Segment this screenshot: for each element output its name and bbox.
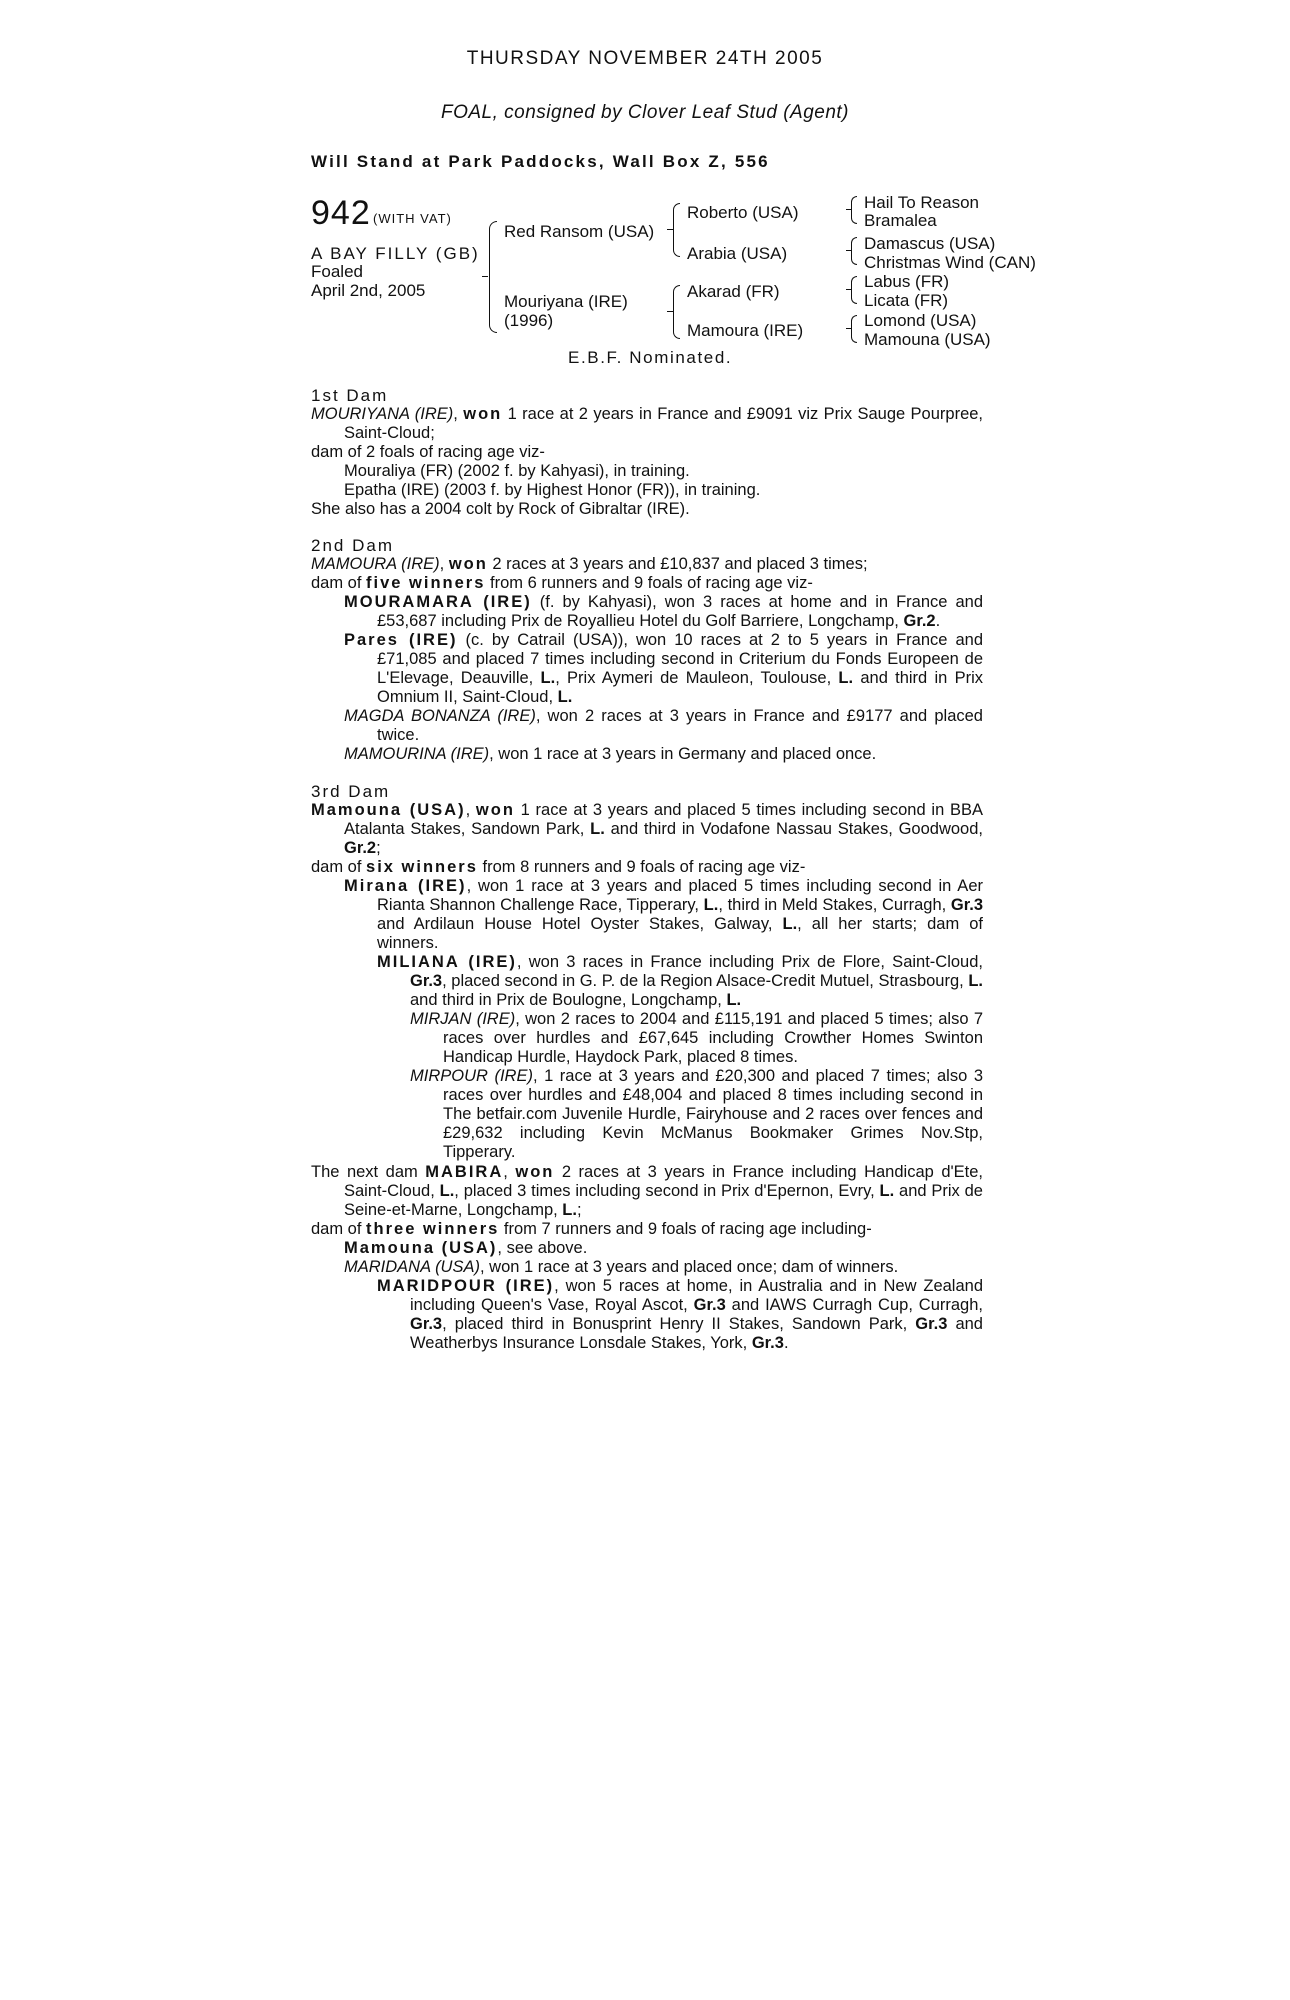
offspring-text: , won 1 race at 3 years in Germany and placed once. xyxy=(489,745,877,763)
gg-brace-2 xyxy=(851,237,857,265)
won-label: won xyxy=(448,555,488,573)
offspring-name: MARIDANA (USA) xyxy=(344,1258,480,1276)
offspring-text: , won 2 races to 2004 and £115,191 and placed 5 times; also 7 races over hurdles and £67,645 including Crowther Homes Swinton Handicap Hurdle, Haydock Park, placed 8 times. xyxy=(443,1010,984,1066)
dam-name: Mouriyana (IRE) xyxy=(504,292,628,311)
foals-line xyxy=(311,1220,983,1239)
stand-location: Will Stand at Park Paddocks, Wall Box Z, 556 xyxy=(311,152,770,171)
foals-post: from 8 runners and 9 foals of racing age viz- xyxy=(477,858,806,876)
listed: L. xyxy=(726,991,742,1009)
dam-name: Mamouna (USA) xyxy=(311,801,466,819)
gg-8: Mamouna (USA) xyxy=(864,330,991,349)
offspring-name: MOURAMARA (IRE) xyxy=(344,593,532,611)
won-label: won xyxy=(515,1163,555,1181)
offspring-text: and third in Prix de Boulogne, Longchamp, xyxy=(410,991,727,1009)
offspring-entry xyxy=(311,745,983,764)
section-heading: 3rd Dam xyxy=(311,782,391,801)
listed: L. xyxy=(968,972,983,990)
grade: Gr.3 xyxy=(410,972,443,990)
foals-post: from 7 runners and 9 foals of racing age including- xyxy=(499,1220,872,1238)
sire-name: Red Ransom (USA) xyxy=(504,222,655,241)
gg-7: Lomond (USA) xyxy=(864,311,977,330)
offspring-text: , all her starts; dam of winners. xyxy=(377,915,983,952)
offspring-name: MAGDA BONANZA (IRE) xyxy=(344,707,536,725)
foaled-label: Foaled xyxy=(311,262,363,281)
winners-count: three winners xyxy=(366,1220,500,1238)
offspring-text: and IAWS Curragh Cup, Curragh, xyxy=(725,1296,983,1314)
sale-date: THURSDAY NOVEMBER 24TH 2005 xyxy=(466,48,824,69)
foals-line xyxy=(311,574,983,593)
record-text: 2 races at 3 years in France including Handicap d'Ete, Saint-Cloud, xyxy=(344,1163,983,1200)
foals-line xyxy=(311,858,983,877)
dam-brace-point xyxy=(667,311,673,312)
offspring-text: , placed second in G. P. de la Region Alsace-Credit Mutuel, Strasbourg, xyxy=(442,972,969,990)
listed: L. xyxy=(439,1182,455,1200)
listed: L. xyxy=(562,1201,577,1219)
dam-sire: Akarad (FR) xyxy=(687,282,780,301)
offspring-entry: MARIDPOUR (IRE), won 5 races at home, in Australia and in New Zealand including Queen's Vase, Royal Ascot, Gr.3 and IAWS Curragh Cup, Curragh, Gr.3, placed third in Bonusprint Henry II Stakes, Sandown Park, Gr.3 and Weatherbys Insurance Lonsdale Stakes, York, Gr.3. xyxy=(377,1277,984,1352)
offspring-name: MAMOURINA (IRE) xyxy=(344,745,490,763)
dam-record: MAMOURA (IRE), won 2 races at 3 years and £10,837 and placed 3 times; xyxy=(311,555,868,573)
record-text: 1 race at 2 years in France and £9091 viz Prix Sauge Pourpree, Saint-Cloud; xyxy=(344,405,984,442)
foals-pre: dam of xyxy=(311,858,367,876)
grade: Gr.3 xyxy=(915,1315,948,1333)
next-dam-pre: The next dam xyxy=(311,1163,426,1181)
won-label: won xyxy=(463,405,503,423)
ebf-nominated: E.B.F. Nominated. xyxy=(568,348,733,367)
foals-line: dam of 2 foals of racing age viz- xyxy=(311,443,545,461)
offspring-text: , won 5 races at home, in Australia and in New Zealand including Queen's Vase, Royal Ascot, xyxy=(410,1277,984,1314)
grade: Gr.3 xyxy=(751,1334,784,1352)
offspring-text: , third in Meld Stakes, Curragh, xyxy=(718,896,951,914)
offspring-text: and Ardilaun House Hotel Oyster Stakes, Galway, xyxy=(377,915,783,933)
sire-brace-point xyxy=(667,229,673,230)
gg-brace-3 xyxy=(851,276,857,304)
dam-record: The next dam MABIRA, won 2 races at 3 years in France including Handicap d'Ete, Saint-Cloud, L., placed 3 times including second in Prix d'Epernon, Evry, L. and Prix de Seine-et-Marne, Longchamp, L.; xyxy=(311,1163,983,1219)
pedigree-brace-point xyxy=(482,276,488,277)
produce-line: Epatha (IRE) (2003 f. by Highest Honor (FR)), in training. xyxy=(344,481,761,499)
lot-number: 942 xyxy=(311,194,371,232)
offspring-name: MILIANA (IRE) xyxy=(377,953,517,971)
listed: L. xyxy=(590,820,605,838)
grade: Gr.2 xyxy=(903,612,936,630)
offspring-text: , 1 race at 3 years and £20,300 and placed 7 times; also 3 races over hurdles and £48,004 and placed 8 times including second in The betfair.com Juvenile Hurdle, Fairyhouse and 2 races over fences and £29,632 including Kevin McManus Bookmaker Grimes Nov.Stp, Tipperary. xyxy=(443,1067,983,1161)
first-dam-section xyxy=(311,386,983,519)
gg-1: Hail To Reason xyxy=(864,193,979,212)
offspring-text: , see above. xyxy=(497,1239,588,1257)
offspring-name: MIRPOUR (IRE) xyxy=(410,1067,533,1085)
offspring-name: MARIDPOUR (IRE) xyxy=(377,1277,555,1295)
offspring-text: , placed third in Bonusprint Henry II Stakes, Sandown Park, xyxy=(442,1315,916,1333)
offspring-text: (f. by Kahyasi), won 3 races at home and in France and £53,687 including Prix de Royallieu Hotel du Golf Barriere, Longchamp, xyxy=(377,593,983,630)
dam-name: MAMOURA (IRE) xyxy=(311,555,440,573)
second-dam-section xyxy=(311,536,983,764)
gg-brace-1 xyxy=(851,196,857,224)
gg-4: Christmas Wind (CAN) xyxy=(864,253,1036,272)
vat-label: (WITH VAT) xyxy=(373,211,452,226)
grade: Gr.3 xyxy=(950,896,983,914)
consignment-line: FOAL, consigned by Clover Leaf Stud (Agent) xyxy=(440,102,850,123)
gg-3: Damascus (USA) xyxy=(864,234,996,253)
produce-note: She also has a 2004 colt by Rock of Gibraltar (IRE). xyxy=(311,500,690,518)
grade: Gr.3 xyxy=(693,1296,726,1314)
listed: L. xyxy=(703,896,719,914)
record-text: , placed 3 times including second in Prix d'Epernon, Evry, xyxy=(454,1182,880,1200)
foals-pre: dam of xyxy=(311,574,367,592)
offspring-entry xyxy=(311,1258,983,1277)
gg-2: Bramalea xyxy=(864,211,937,230)
gg-brace-4-point xyxy=(846,328,852,329)
pedigree-brace xyxy=(489,221,497,333)
offspring-entry xyxy=(311,631,983,707)
listed: L. xyxy=(838,669,854,687)
sire-dam: Arabia (USA) xyxy=(687,244,788,263)
won-label: won xyxy=(475,801,515,819)
sire-sire: Roberto (USA) xyxy=(687,203,799,222)
offspring-entry xyxy=(311,1010,983,1067)
dam-name: MOURIYANA (IRE) xyxy=(311,405,454,423)
offspring-entry xyxy=(311,1067,983,1162)
record-text: 1 race at 3 years and placed 5 times including second in BBA Atalanta Stakes, Sandown Park, xyxy=(344,801,983,838)
offspring-text: , Prix Aymeri de Mauleon, Toulouse, xyxy=(555,669,839,687)
next-dam-section xyxy=(311,1163,983,1353)
record-text: and Prix de Seine-et-Marne, Longchamp, xyxy=(344,1182,983,1219)
offspring-text: and third in Prix Omnium II, Saint-Cloud, xyxy=(377,669,983,706)
offspring-entry: MOURAMARA (IRE) (f. by Kahyasi), won 3 races at home and in France and £53,687 including Prix de Royallieu Hotel du Golf Barriere, Longchamp, Gr.2. xyxy=(344,593,983,630)
offspring-text: , won 2 races at 3 years in France and £9177 and placed twice. xyxy=(377,707,983,744)
listed: L. xyxy=(782,915,798,933)
gg-5: Labus (FR) xyxy=(864,272,950,291)
foaled-date: April 2nd, 2005 xyxy=(311,281,426,300)
listed: L. xyxy=(879,1182,895,1200)
dam-record: Mamouna (USA), won 1 race at 3 years and placed 5 times including second in BBA Atalanta Stakes, Sandown Park, L. and third in Vodafone Nassau Stakes, Goodwood, Gr.2; xyxy=(311,801,983,857)
foals-pre: dam of xyxy=(311,1220,367,1238)
grade: Gr.2 xyxy=(344,839,377,857)
offspring-name: Mamouna (USA) xyxy=(344,1239,498,1257)
offspring-name: MIRJAN (IRE) xyxy=(410,1010,516,1028)
third-dam-section xyxy=(311,782,983,1162)
winners-count: six winners xyxy=(366,858,478,876)
section-heading: 1st Dam xyxy=(311,386,389,405)
produce-line: Mouraliya (FR) (2002 f. by Kahyasi), in training. xyxy=(344,462,690,480)
gg-brace-4 xyxy=(851,315,857,343)
grade: Gr.3 xyxy=(410,1315,443,1333)
dam-name: MABIRA xyxy=(425,1163,504,1181)
lot-description: A BAY FILLY (GB) xyxy=(311,244,480,263)
offspring-text: , won 1 race at 3 years and placed 5 times including second in Aer Rianta Shannon Challenge Race, Tipperary, xyxy=(377,877,983,914)
gg-6: Licata (FR) xyxy=(864,291,949,310)
listed: L. xyxy=(557,688,573,706)
offspring-entry xyxy=(311,1239,983,1258)
record-text: 2 races at 3 years and £10,837 and placed 3 times; xyxy=(487,555,868,573)
gg-brace-3-point xyxy=(846,289,852,290)
offspring-text: , won 3 races in France including Prix de Flore, Saint-Cloud, xyxy=(516,953,983,971)
offspring-text: , won 1 race at 3 years and placed once; dam of winners. xyxy=(479,1258,899,1276)
listed: L. xyxy=(540,669,556,687)
offspring-name: Mirana (IRE) xyxy=(344,877,467,895)
offspring-text: (c. by Catrail (USA)), won 10 races at 2 to 5 years in France and £71,085 and placed 7 times including second in Criterium du Fonds Europeen de L'Elevage, Deauville, xyxy=(377,631,983,687)
foals-post: from 6 runners and 9 foals of racing age viz- xyxy=(485,574,813,592)
record-text: and third in Vodafone Nassau Stakes, Goodwood, xyxy=(604,820,983,838)
offspring-text: and Weatherbys Insurance Lonsdale Stakes, York, xyxy=(410,1315,983,1352)
offspring-name: Pares (IRE) xyxy=(344,631,458,649)
dam-dam: Mamoura (IRE) xyxy=(687,321,804,340)
sire-brace xyxy=(673,203,680,257)
gg-brace-2-point xyxy=(846,250,852,251)
dam-record: MOURIYANA (IRE), won 1 race at 2 years in France and £9091 viz Prix Sauge Pourpree, Saint-Cloud; xyxy=(311,405,984,442)
dam-brace xyxy=(673,285,680,339)
offspring-entry xyxy=(311,953,983,1010)
gg-brace-1-point xyxy=(846,209,852,210)
offspring-entry xyxy=(311,707,983,745)
section-heading: 2nd Dam xyxy=(311,536,394,555)
dam-year: (1996) xyxy=(504,311,554,330)
winners-count: five winners xyxy=(366,574,486,592)
offspring-entry xyxy=(311,877,983,953)
